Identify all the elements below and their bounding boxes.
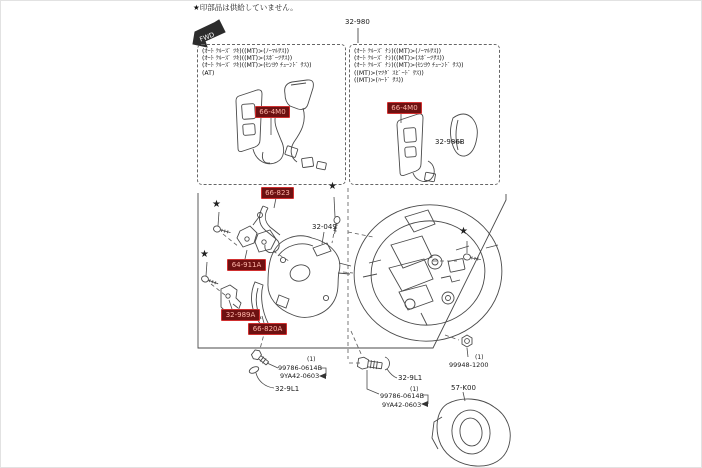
variant-box-right [349, 44, 500, 185]
part-number-32-049: 32-049 [312, 223, 337, 231]
star-screw-b-art [201, 275, 219, 287]
part-number-9YA42-0603: 9YA42-0603 [382, 401, 422, 409]
assembly-number: 32-980 [345, 18, 370, 26]
part-number-32-9L1: 32-9L1 [398, 374, 423, 382]
qty-label: (1) [410, 386, 419, 393]
part-number-32-986B: 32-986B [435, 138, 465, 146]
bolt-center-art [357, 357, 382, 372]
steering-wheel-art [344, 194, 511, 351]
variant-line: (ｵｰﾄ ｸﾙｰｽﾞ ﾅｼ)((MT)>(ｾﾝﾖｳ ﾁｭｰﾝﾄﾞ ｻｽ)) [354, 62, 464, 70]
variant-line: (ｵｰﾄ ｸﾙｰｽﾞ ﾂｷ)((MT)>(ﾉｰﾏﾙｻｽ)) [202, 48, 290, 55]
airbag-module-art [432, 399, 510, 466]
part-number-99786-0614B: 99786-0614B [278, 364, 323, 372]
part-number-99948-1200: 99948-1200 [449, 361, 489, 369]
part-link-64-911A[interactable]: 64-911A [227, 259, 266, 271]
star-marker: ★ [212, 199, 221, 210]
lever-66-820a-art [252, 282, 269, 329]
variant-line: (ｵｰﾄ ｸﾙｰｽﾞ ﾅｼ)((MT)>(ｽﾎﾟｰﾂｻｽ)) [354, 55, 445, 63]
variant-line: (AT) [202, 69, 215, 77]
star-marker: ★ [459, 226, 468, 237]
variant-line: ((MT)>(ﾏﾂﾀﾞ ｽﾋﾟｰﾄﾞ ｻｽ)) [354, 69, 424, 77]
variant-line: (ｵｰﾄ ｸﾙｰｽﾞ ﾂｷ)((MT)>(ｾﾝﾖｳ ﾁｭｰﾝﾄﾞ ｻｽ)) [202, 62, 312, 70]
column-cover-art [268, 236, 351, 317]
clip-art [385, 357, 390, 370]
fwd-icon-label: FWD [198, 30, 216, 44]
part-link-66-823[interactable]: 66-823 [261, 187, 294, 199]
qty-label: (1) [307, 356, 316, 363]
supply-note: ★印部品は供給していません。 [193, 3, 298, 12]
part-link-66-820A[interactable]: 66-820A [248, 323, 287, 335]
variant-line: ((MT)>(ﾊｰﾄﾞ ｻｽ)) [354, 76, 404, 84]
star-marker: ★ [200, 249, 209, 260]
star-marker: ★ [328, 181, 337, 192]
nut-art [462, 335, 472, 347]
part-link-32-989A[interactable]: 32-989A [221, 309, 260, 321]
variant-line: (ｵｰﾄ ｸﾙｰｽﾞ ﾂｷ)((MT)>(ｽﾎﾟｰﾂｻｽ)) [202, 55, 293, 63]
part-number-9YA42-0603: 9YA42-0603 [280, 372, 320, 380]
part-number-32-9L1: 32-9L1 [275, 385, 300, 393]
part-number-99786-0614B: 99786-0614B [380, 392, 425, 400]
part-link-66-4M0-right[interactable]: 66-4M0 [387, 102, 422, 114]
bolt-left-art [250, 348, 270, 367]
bracket-64-911a-art [237, 213, 276, 253]
grommet-art [248, 365, 259, 374]
part-link-66-4M0-left[interactable]: 66-4M0 [255, 106, 290, 118]
lever-66-823-art [259, 206, 280, 253]
variant-line: (ｵｰﾄ ｸﾙｰｽﾞ ﾅｼ)((MT)>(ﾉｰﾏﾙｻｽ)) [354, 48, 442, 55]
qty-label: (1) [475, 354, 484, 361]
part-number-57-K00: 57-K00 [451, 384, 476, 392]
fwd-icon [193, 20, 225, 47]
star-screw-a-art [213, 225, 231, 235]
